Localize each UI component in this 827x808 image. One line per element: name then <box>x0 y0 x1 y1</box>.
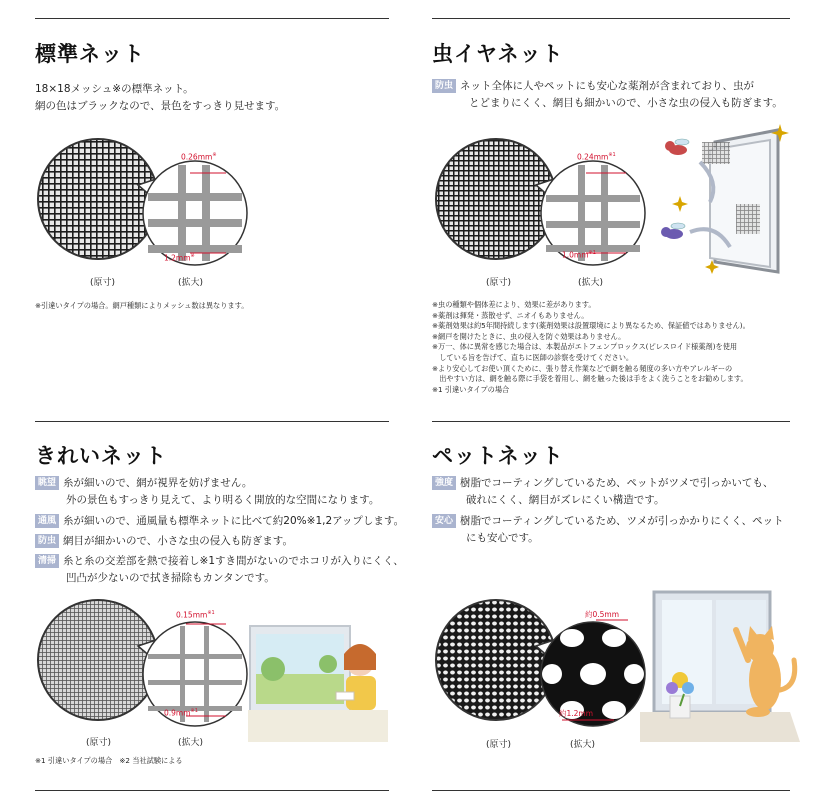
standard-mesh-figure <box>30 135 260 275</box>
badge-safe: 安心 <box>432 514 456 528</box>
pet-caption-original: (原寸) <box>486 740 512 750</box>
pet-row-safe: 安心 樹脂でコーティングしているため、ツメが引っかかりにくく、ペット <box>432 513 784 530</box>
top-rule-left <box>35 18 389 19</box>
insect-caption-zoom: (拡大) <box>578 278 604 288</box>
top-rule-right <box>432 18 790 19</box>
clean-row-cleaning: 清掃 糸と糸の交差部を熱で接着し※1すき間がないのでホコリが入りにくく、 <box>35 553 404 570</box>
clean-row-cleaning-line2: 凹凸が少ないので拭き掃除もカンタンです。 <box>66 572 275 584</box>
insect-dim-bottom: $1.0mm^{※1}$ <box>562 250 596 260</box>
insect-window-illustration <box>660 122 795 282</box>
pet-mesh-figure <box>428 592 658 732</box>
standard-dim-top: 0.26mm※ <box>181 152 217 162</box>
bottom-rule-left <box>35 790 389 791</box>
clean-caption-zoom: (拡大) <box>178 738 204 748</box>
mosquito-icon <box>665 139 689 155</box>
clean-caption-original: (原寸) <box>86 738 112 748</box>
clean-mesh-figure <box>30 596 260 736</box>
clean-note: ※1 引違いタイプの場合 ※2 当社試験による <box>35 756 183 765</box>
standard-desc-line2: 網の色はブラックなので、景色をすっきり見せます。 <box>35 100 286 112</box>
insect-mesh-figure <box>428 135 658 275</box>
clean-row-bug: 防虫 網目が細かいので、小さな虫の侵入も防ぎます。 <box>35 533 293 550</box>
pet-row-strength-line2: 破れにくく、網目がズレにくい構造です。 <box>466 494 665 506</box>
insect-caption-original: (原寸) <box>486 278 512 288</box>
badge-bug: 防虫 <box>35 534 59 548</box>
insect-note: ※虫の種類や個体差により、効果に差があります。 <box>432 300 596 309</box>
badge-view: 眺望 <box>35 476 59 490</box>
insect-note: ※薬剤は揮発・蒸散せず、ニオイもありません。 <box>432 310 589 320</box>
pet-caption-zoom: (拡大) <box>570 740 596 750</box>
standard-note: ※引違いタイプの場合。網戸種類によりメッシュ数は異なります。 <box>35 301 249 310</box>
pet-net-title: ペットネット <box>432 444 564 468</box>
pet-dim-top: 約0.5mm <box>585 610 620 619</box>
standard-desc-line1: 18×18メッシュ※の標準ネット。 <box>35 83 194 95</box>
clean-net-title: きれいネット <box>35 444 167 468</box>
insect-desc-line1: 防虫 ネット全体に人やペットにも安心な薬剤が含まれており、虫が <box>432 78 754 95</box>
clean-row-view: 眺望 糸が細いので、網が視界を妨げません。 <box>35 475 252 492</box>
insect-note: している旨を告げて、直ちに医師の診察を受けてください。 <box>432 353 634 362</box>
insect-dim-top: $0.24mm^{※1}$ <box>577 152 616 162</box>
pet-row-safe-line2: にも安心です。 <box>466 532 539 544</box>
standard-net-title: 標準ネット <box>35 42 145 66</box>
insect-note: ※薬剤効果は約5年間持続します(薬剤効果は設置環境により異なるため、保証値ではありません)。 <box>432 321 750 331</box>
insect-note: ※1 引違いタイプの場合 <box>432 384 510 394</box>
clean-room-illustration <box>248 624 388 744</box>
badge-bug-protect: 防虫 <box>432 79 456 93</box>
insect-note: ※網戸を開けたときに、虫の侵入を防ぐ効果はありません。 <box>432 331 626 341</box>
pet-row-strength: 強度 樹脂でコーティングしているため、ペットがツメで引っかいても、 <box>432 475 773 492</box>
clean-row-view-line2: 外の景色もすっきり見えて、より明るく開放的な空間になります。 <box>66 494 380 506</box>
standard-caption-original: (原寸) <box>90 278 116 288</box>
insect-note: 出やすい方は、網を触る際に手袋を着用し、網を触った後は手をよく洗うことをお勧めします。 <box>432 374 748 384</box>
mosquito-icon-2 <box>661 223 685 239</box>
pet-cat-illustration <box>640 590 800 750</box>
mid-rule-right <box>432 421 790 422</box>
pet-dim-bottom: 約1.2mm <box>559 709 594 718</box>
badge-airflow: 通風 <box>35 514 59 528</box>
badge-cleaning: 清掃 <box>35 554 59 568</box>
standard-dim-bottom: 1.2mm※ <box>164 253 195 263</box>
bottom-rule-right <box>432 790 790 791</box>
mid-rule-left <box>35 421 389 422</box>
clean-dim-bottom: $0.9mm^{※1}$ <box>164 708 198 718</box>
insect-desc-line2: とどまりにくく、網目も細かいので、小さな虫の侵入も防ぎます。 <box>469 97 783 109</box>
insect-net-title: 虫イヤネット <box>432 42 564 66</box>
standard-caption-zoom: (拡大) <box>178 278 204 288</box>
clean-dim-top: $0.15mm^{※1}$ <box>176 610 215 620</box>
badge-strength: 強度 <box>432 476 456 490</box>
clean-row-airflow: 通風 糸が細いので、通風量も標準ネットに比べて約20%※1,2アップします。 <box>35 513 404 530</box>
insect-note: ※万一、体に異常を感じた場合は、本製品がエトフェンプロックス(ピレスロイド様薬剤)を使用 <box>432 342 738 352</box>
insect-note: ※より安心してお使い頂くために、張り替え作業などで網を触る頻度の多い方やアレルギーの <box>432 363 733 373</box>
